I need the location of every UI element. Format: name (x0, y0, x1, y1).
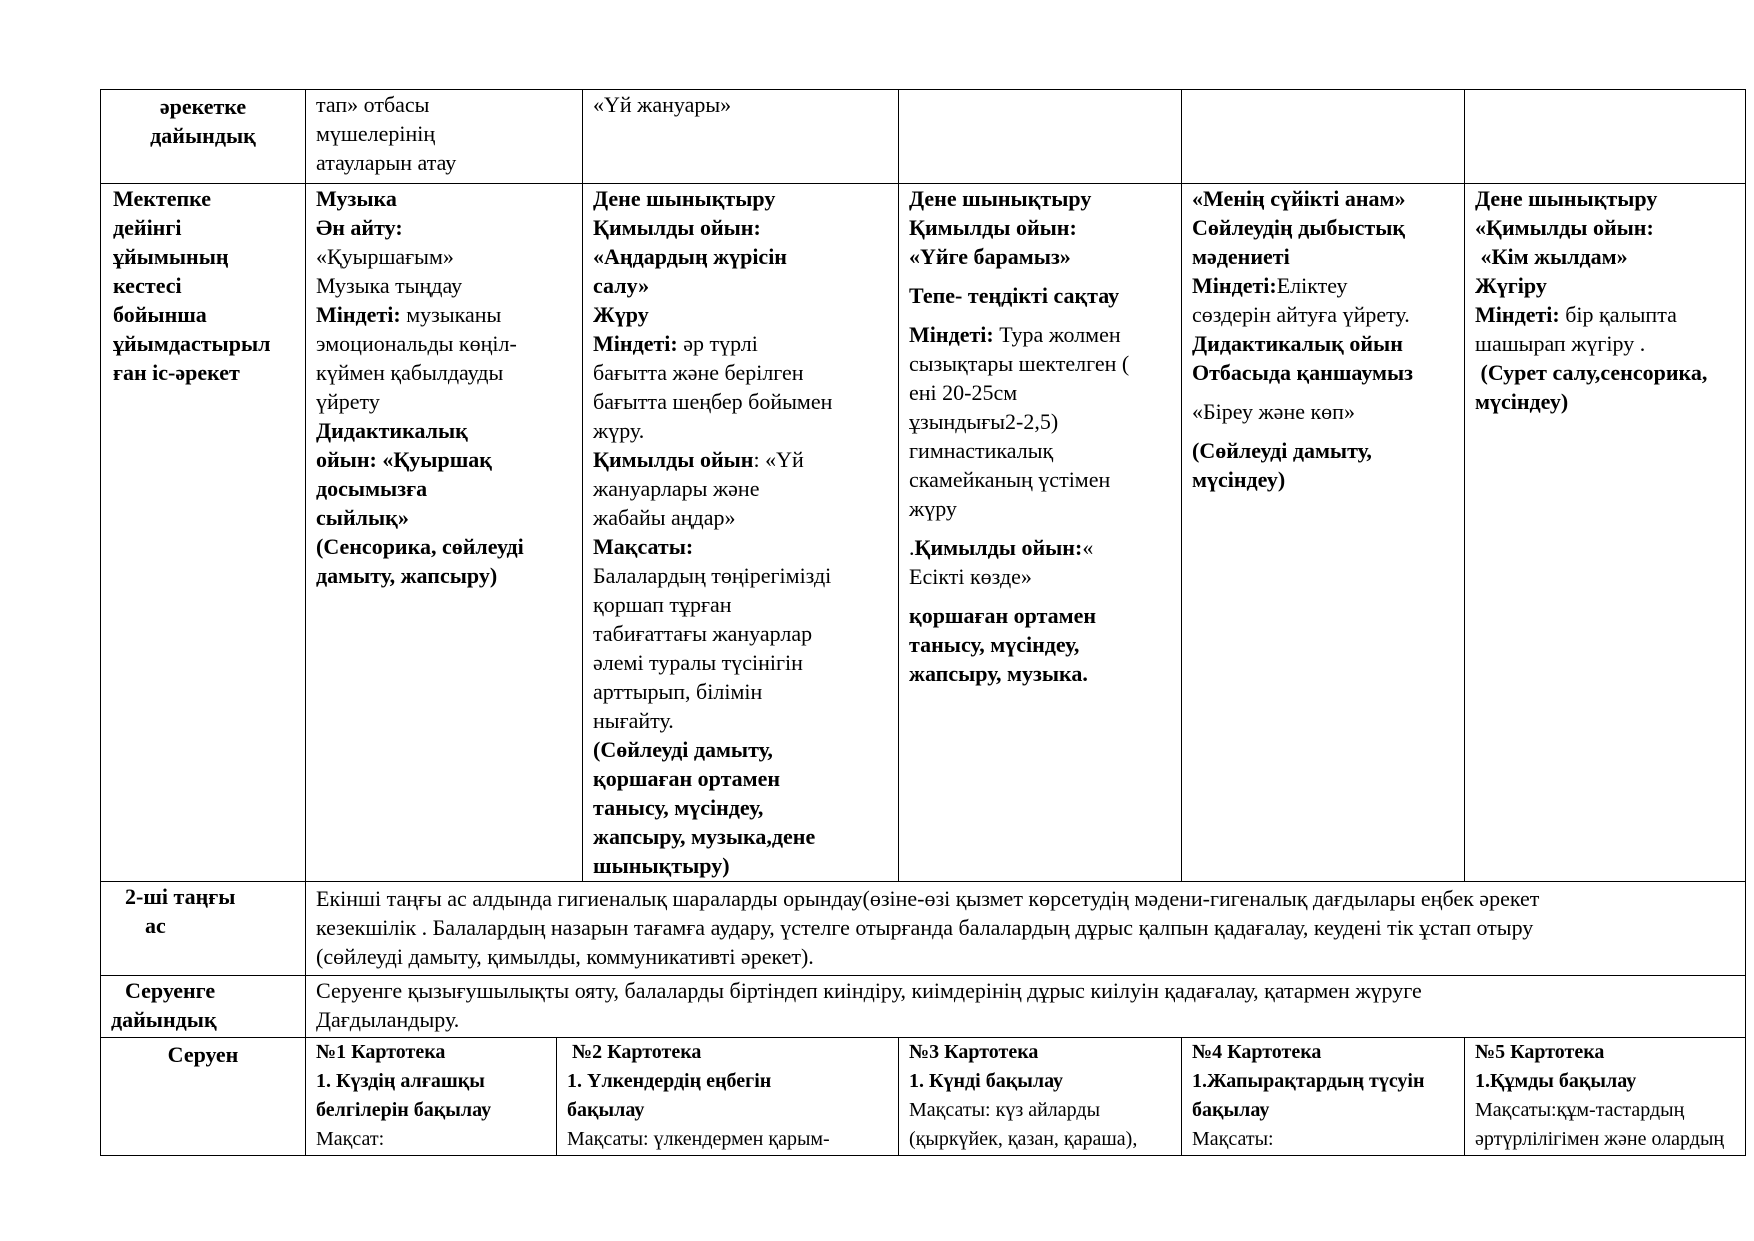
text-line: Қимылды ойын: (593, 215, 761, 240)
label-line: ұйымдастырыл (113, 331, 271, 356)
text-line: Серуенге қызығушылықты ояту, балаларды біртіндеп киіндіру, киімдерінің дұрыс киілуін қадағалау, қатармен жүруге (316, 978, 1422, 1003)
text-line (909, 533, 1171, 562)
text-line: Дағдыландыру. (316, 1007, 460, 1032)
walk-cell-5 (1465, 1038, 1746, 1156)
text-line: үйрету (316, 389, 380, 414)
label-line: Серуен (167, 1042, 239, 1067)
walk-cell-2 (557, 1038, 899, 1156)
row-breakfast (101, 882, 1746, 976)
text-line: нығайту. (593, 708, 674, 733)
document-page (100, 89, 1745, 1156)
bold-run: Қимылды ойын: (914, 535, 1083, 560)
text-line: скамейканың үстімен (909, 467, 1111, 492)
subject-title: Дене шынықтыру (593, 186, 776, 211)
text-line: жапсыру, музыка,дене (593, 824, 816, 849)
text-line (1192, 271, 1454, 300)
breakfast-text (306, 882, 1746, 976)
label-line: бойынша (113, 302, 207, 327)
card-title: №4 Картотека (1192, 1041, 1322, 1063)
text-line: шашырап жүгіру . (1475, 331, 1646, 356)
subject-title: Дене шынықтыру (1475, 186, 1658, 211)
text-line: мүшелерінің (316, 121, 436, 146)
subject-title: Музыка (316, 186, 397, 211)
text-line: (Сенсорика, сөйлеуді (316, 534, 524, 559)
cell-tue (583, 184, 899, 882)
label-line: ас (145, 913, 166, 938)
text-line: шынықтыру) (593, 853, 730, 878)
walk-prep-text (306, 976, 1746, 1038)
text-line: Мақсат: (316, 1128, 385, 1150)
text-line: бағытта шеңбер бойымен (593, 389, 833, 414)
row-label-walk (101, 1038, 306, 1156)
text-line: «Біреу және көп» (1192, 399, 1355, 424)
label-line: әрекетке (159, 94, 247, 119)
row-walk-prep (101, 976, 1746, 1038)
text-line: жабайы аңдар» (593, 505, 736, 530)
text-run: Тура жолмен (993, 322, 1121, 347)
card-title: №5 Картотека (1475, 1041, 1605, 1063)
text-line: (Сурет салу,сенсорика, (1475, 360, 1708, 385)
text-line: (Сөйлеуді дамыту, (1192, 438, 1372, 463)
text-line: Жүгіру (1475, 273, 1547, 298)
walk-cell-1 (306, 1038, 557, 1156)
text-line: Дидактикалық ойын (1192, 331, 1403, 356)
text-run: музыканы (400, 302, 502, 327)
text-line: «Аңдардың жүрісін (593, 244, 787, 269)
text-line: Ән айту: (316, 215, 403, 240)
text-line (316, 300, 572, 329)
text-line: бағытта және берілген (593, 360, 804, 385)
text-line: жүру. (593, 418, 645, 443)
text-line: қоршап тұрған (593, 592, 732, 617)
text-line: салу» (593, 273, 650, 298)
text-run: әр түрлі (677, 331, 758, 356)
text-line (593, 445, 888, 474)
text-line: (сөйлеуді дамыту, қимылды, коммуникативті әрекет). (316, 944, 814, 969)
row-schedule (101, 184, 1746, 882)
text-line: арттырып, білімін (593, 679, 763, 704)
cell-tue (583, 90, 899, 184)
text-run: бір қалыпта (1559, 302, 1677, 327)
text-line: 1.Құмды бақылау (1475, 1070, 1637, 1092)
walk-cell-4 (1182, 1038, 1465, 1156)
cell-mon (306, 184, 583, 882)
text-line: сызықтары шектелген ( (909, 351, 1130, 376)
text-line: (қыркүйек, қазан, қараша), (909, 1128, 1138, 1150)
text-line: мүсіндеу) (1475, 389, 1569, 414)
bold-run: Міндеті: (1192, 273, 1277, 298)
card-title: №3 Картотека (909, 1041, 1039, 1063)
text-line: сыйлық» (316, 505, 409, 530)
text-line: табиғаттағы жануарлар (593, 621, 813, 646)
subject-title: Дене шынықтыру (909, 186, 1092, 211)
cell-thu (1182, 90, 1465, 184)
text-line: 1. Күздің алғашқы (316, 1070, 485, 1092)
label-line: 2-ші таңғы (125, 884, 236, 909)
text-line: танысу, мүсіндеу, (909, 632, 1080, 657)
text-run: . (909, 535, 915, 560)
text-line: Мақсаты: күз айларды (909, 1099, 1101, 1121)
text-line: Есікті көзде» (909, 564, 1032, 589)
text-line: (Сөйлеуді дамыту, (593, 737, 773, 762)
bold-run: Қимылды ойын (593, 447, 754, 472)
label-line: ған іс-әрекет (113, 360, 240, 385)
text-line: мүсіндеу) (1192, 467, 1286, 492)
text-line: белгілерін бақылау (316, 1099, 492, 1121)
label-line: Мектепке (113, 186, 212, 211)
row-label-breakfast (101, 882, 306, 976)
label-line: Серуенге (125, 978, 216, 1003)
text-line: дамыту, жапсыру) (316, 563, 498, 588)
text-line: ені 20-25см (909, 380, 1018, 405)
text-line: қоршаған ортамен (909, 603, 1097, 628)
text-line: мәдениеті (1192, 244, 1290, 269)
row-label-schedule (101, 184, 306, 882)
text-run: Еліктеу (1276, 273, 1348, 298)
text-line: «Қимылды ойын: (1475, 215, 1654, 240)
text-line: Мақсаты:құм-тастардың (1475, 1099, 1685, 1121)
row-label-walk-prep (101, 976, 306, 1038)
card-title: №1 Картотека (316, 1041, 446, 1063)
label-line: дайындық (150, 123, 256, 148)
text-line (909, 320, 1171, 349)
cell-wed (899, 90, 1182, 184)
walk-cell-3 (899, 1038, 1182, 1156)
cell-wed (899, 184, 1182, 882)
text-line: Балалардың төңірегімізді (593, 563, 832, 588)
text-line (593, 329, 888, 358)
label-line: дайындық (111, 1007, 217, 1032)
text-line: әртүрлілігімен және олардың (1475, 1128, 1725, 1150)
label-line: дейінгі (113, 215, 182, 240)
text-line: досымызға (316, 476, 428, 501)
bold-run: Міндеті: (593, 331, 678, 356)
text-line: әлемі туралы түсінігін (593, 650, 803, 675)
text-line: эмоциональды көңіл- (316, 331, 517, 356)
subject-title: «Менің сүйікті анам» (1192, 186, 1406, 211)
text-line: Сөйлеудің дыбыстық (1192, 215, 1406, 240)
label-line: ұйымының (113, 244, 229, 269)
text-run: « (1082, 535, 1094, 560)
cell-mon (306, 90, 583, 184)
bold-run: Міндеті: (909, 322, 994, 347)
bold-run: Міндеті: (316, 302, 401, 327)
text-line: Екінші таңғы ас алдында гигиеналық шараларды орындау(өзіне-өзі қызмет көрсетудің мәдени-гигеналық дағдылары еңбек әрекет (316, 886, 1540, 911)
text-line: Мақсаты: (593, 534, 694, 559)
cell-fri (1465, 90, 1746, 184)
bold-run: Міндеті: (1475, 302, 1560, 327)
schedule-table (100, 89, 1746, 1156)
text-line: күймен қабылдауды (316, 360, 504, 385)
text-line: 1. Үлкендердің еңбегін (567, 1070, 772, 1092)
text-line: «Үйге барамыз» (909, 244, 1071, 269)
text-line: Отбасыда қаншаумыз (1192, 360, 1414, 385)
text-line: жануарлары және (593, 476, 760, 501)
text-line: ойын: «Қуыршақ (316, 447, 492, 472)
text-line: танысу, мүсіндеу, (593, 795, 764, 820)
text-line: 1. Күнді бақылау (909, 1070, 1064, 1092)
cell-thu (1182, 184, 1465, 882)
text-line: 1.Жапырақтардың түсуін (1192, 1070, 1425, 1092)
text-line: жүру (909, 496, 957, 521)
label-line: кестесі (113, 273, 182, 298)
row-label-readiness (101, 90, 306, 184)
text-line (1475, 300, 1735, 329)
text-line: Музыка тыңдау (316, 273, 463, 298)
text-line: атауларын атау (316, 150, 457, 175)
row-readiness (101, 90, 1746, 184)
text-line: жапсыру, музыка. (909, 661, 1088, 686)
cell-fri (1465, 184, 1746, 882)
text-line: «Үй жануары» (593, 92, 732, 117)
text-line: Қимылды ойын: (909, 215, 1077, 240)
text-line: гимнастикалық (909, 438, 1054, 463)
text-line: Жүру (593, 302, 649, 327)
text-line: сөздерін айтуға үйрету. (1192, 302, 1410, 327)
text-line: Мақсаты: (1192, 1128, 1274, 1150)
text-line: «Қуыршағым» (316, 244, 454, 269)
text-line: бақылау (1192, 1099, 1270, 1121)
text-line: Тепе- теңдікті сақтау (909, 283, 1120, 308)
card-title: №2 Картотека (567, 1041, 702, 1063)
text-line: «Кім жылдам» (1475, 244, 1628, 269)
row-walk (101, 1038, 1746, 1156)
text-line: қоршаған ортамен (593, 766, 781, 791)
text-line: Дидактикалық (316, 418, 468, 443)
text-line: Мақсаты: үлкендермен қарым- (567, 1128, 830, 1150)
text-line: тап» отбасы (316, 92, 430, 117)
text-line: кезекшілік . Балалардың назарын тағамға аудару, үстелге отырғанда балалардың дұрыс қалпын қадағалау, кеудені тік ұстап отыру (316, 915, 1534, 940)
text-line: бақылау (567, 1099, 645, 1121)
text-line: ұзындығы2-2,5) (909, 409, 1059, 434)
text-run: : «Үй (753, 447, 804, 472)
